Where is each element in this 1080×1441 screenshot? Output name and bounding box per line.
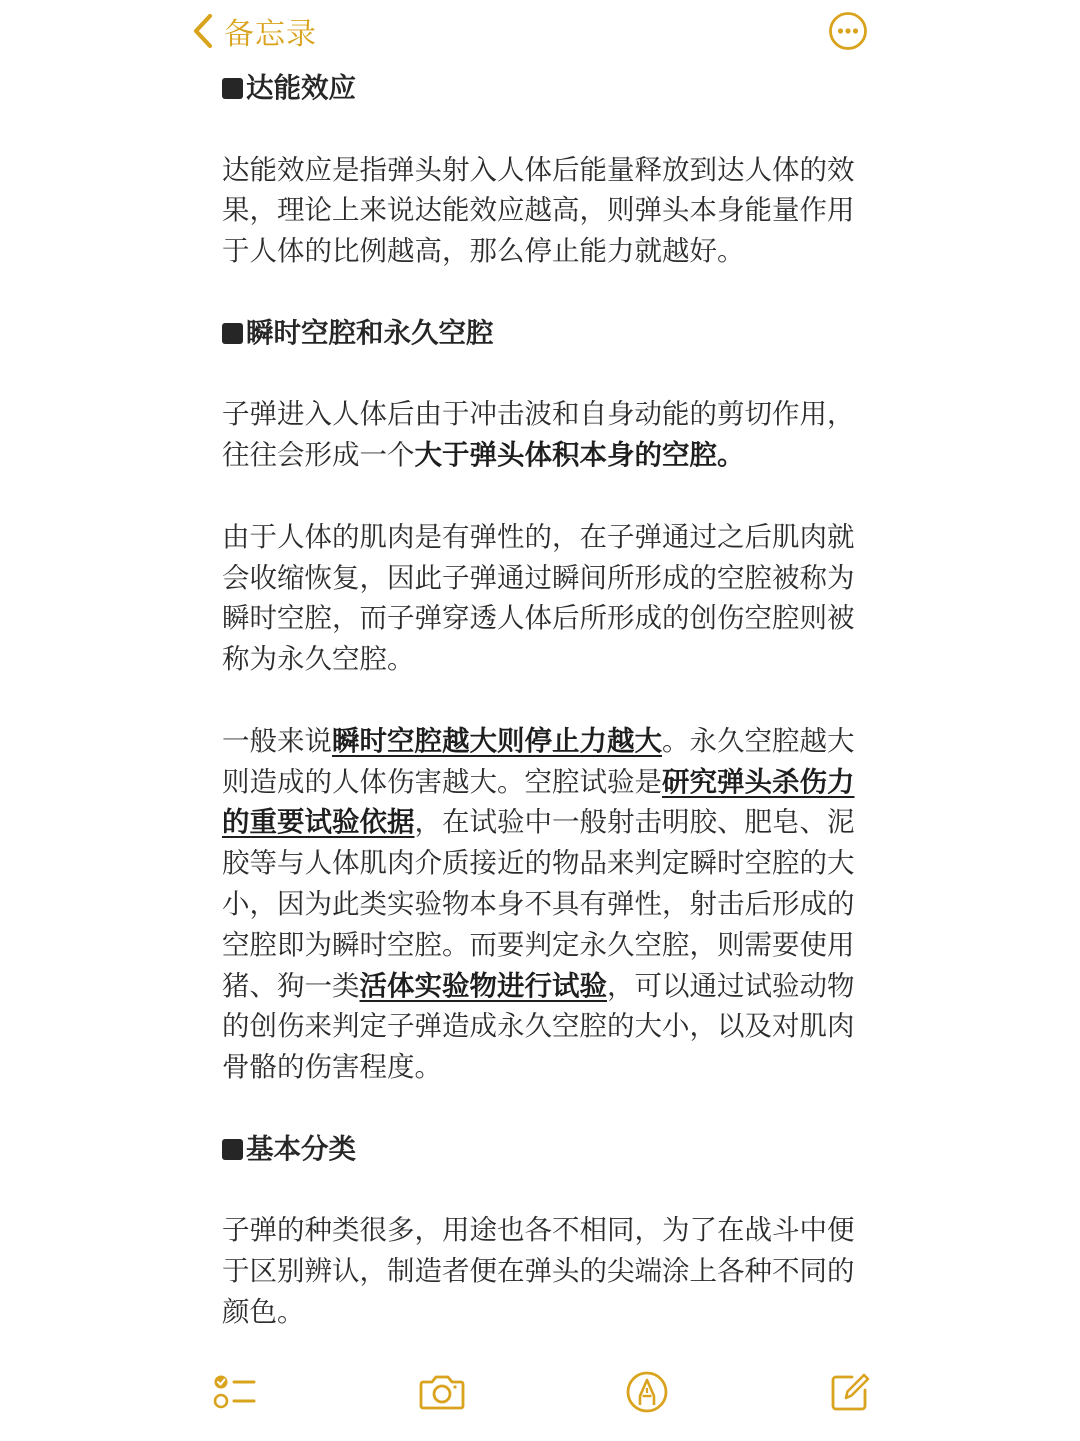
bold-text: 大于弹头体积本身的空腔。 (414, 439, 745, 472)
paragraph: 子弹进入人体后由于冲击波和自身动能的剪切作用，往往会形成一个大于弹头体积本身的空腔。 (222, 398, 855, 472)
paragraph: 一般来说瞬时空腔越大则停止力越大。永久空腔越大则造成的人体伤害越大。空腔试验是研究弹头杀伤力的重要试验依据，在试验中一般射击明胶、肥皂、泥胶等与人体肌肉介质接近的物品来判定瞬时空腔的大小，因为此类实验物本身不具有弹性，射击后形成的空腔即为瞬时空腔。而要判定永久空腔，则需要使用猪、狗一类活体实验物进行试验，可以通过试验动物的创伤来判定子弹造成永久空腔的大小，以及对肌肉骨骼的伤害程度。 (222, 724, 855, 1084)
section-heading: 瞬时空腔和永久空腔 (222, 313, 862, 354)
bottom-toolbar (0, 1360, 1080, 1441)
camera-button[interactable] (418, 1368, 466, 1416)
section-heading: 基本分类 (222, 1129, 862, 1170)
back-button[interactable] (192, 8, 317, 54)
paragraph: 达能效应是指弹头射入人体后能量释放到达人体的效果，理论上来说达能效应越高，则弹头本身能量作用于人体的比例越高，那么停止能力就越好。 (222, 153, 855, 268)
markup-pen-icon (623, 1368, 671, 1416)
compose-button[interactable] (826, 1368, 874, 1416)
more-options-button[interactable] (828, 11, 868, 51)
bold-underlined-text: 活体实验物进行试验 (359, 969, 607, 1002)
bold-underlined-text: 瞬时空腔越大则停止力越大 (332, 724, 662, 757)
camera-icon (418, 1368, 466, 1416)
bullet-square-icon (222, 323, 243, 344)
markup-button[interactable] (623, 1368, 671, 1416)
paragraph: 由于人体的肌肉是有弹性的，在子弹通过之后肌肉就会收缩恢复，因此子弹通过瞬间所形成的空腔被称为瞬时空腔，而子弹穿透人体后所形成的创伤空腔则被称为永久空腔。 (222, 520, 855, 676)
bullet-square-icon (222, 78, 243, 99)
note-body[interactable] (222, 68, 862, 1333)
back-label: 备忘录 (224, 17, 317, 52)
section-heading: 达能效应 (222, 68, 862, 109)
paragraph: 子弹的种类很多，用途也各不相同，为了在战斗中便于区别辨认，制造者便在弹头的尖端涂上各种不同的颜色。 (222, 1214, 855, 1328)
checklist-icon (210, 1368, 258, 1416)
chevron-left-icon (192, 13, 214, 49)
compose-icon (826, 1368, 874, 1416)
ellipsis-circle-icon (828, 36, 868, 55)
bullet-square-icon (222, 1139, 243, 1160)
checklist-button[interactable] (210, 1368, 258, 1416)
bold-underlined-text: 研究弹头杀伤力的重要试验依据 (222, 765, 855, 839)
navigation-bar (0, 0, 1080, 62)
